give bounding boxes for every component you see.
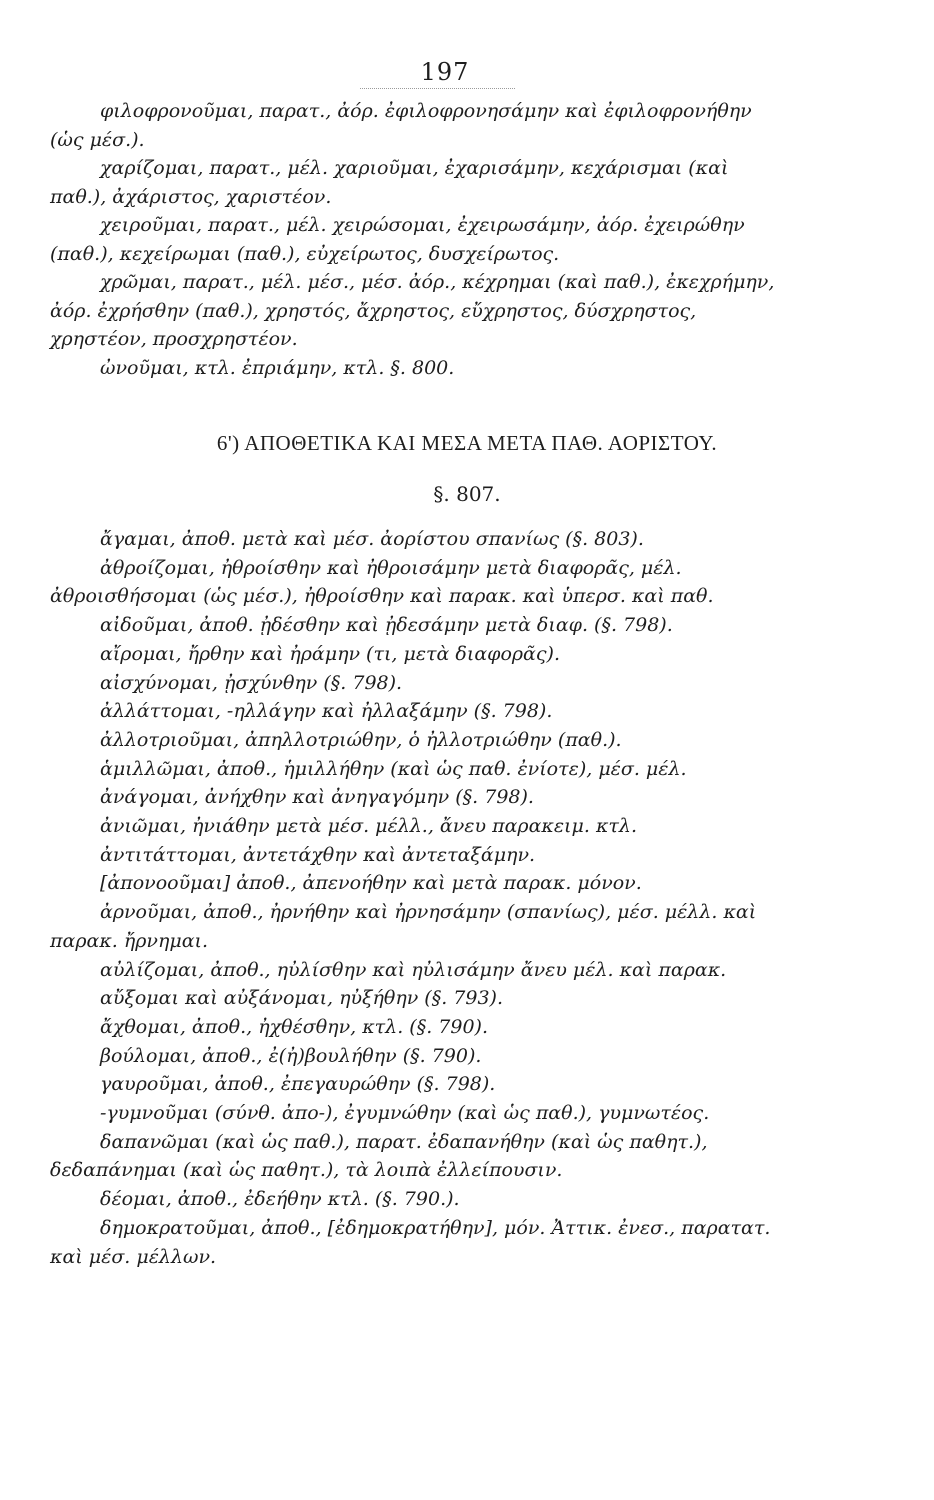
entry: χρῶμαι, παρατ., μέλ. μέσ., μέσ. ἀόρ., κέχρημαι (καὶ παθ.), ἐκεχρήμην, ἀόρ. ἐχρήσθην (παθ.), χρηστός, ἄχρηστος, εὔχρηστος, δύσχρηστος, χρηστέον, προσχρηστέον. bbox=[50, 271, 775, 350]
entry: δέομαι, ἀποθ., ἐδεήθην κτλ. (§. 790.). bbox=[100, 1188, 460, 1211]
entry: ὠνοῦμαι, κτλ. ἐπριάμην, κτλ. §. 800. bbox=[100, 356, 455, 379]
entry: ἄγαμαι, ἀποθ. μετὰ καὶ μέσ. ἀορίστου σπανίως (§. 803). bbox=[100, 528, 644, 550]
entries-block-two bbox=[50, 525, 790, 1271]
page-number: 197 bbox=[420, 58, 470, 86]
entry: ἀθροίζομαι, ἠθροίσθην καὶ ἠθροισάμην μετὰ διαφορᾶς, μέλ. ἀθροισθήσομαι (ὡς μέσ.), ἠθροίσθην καὶ παρακ. καὶ ὑπερσ. καὶ παθ. bbox=[50, 556, 714, 608]
entry: ἀλλοτριοῦμαι, ἀπηλλοτριώθην, ὁ ἠλλοτριώθην (παθ.). bbox=[100, 728, 622, 751]
entry: ἀρνοῦμαι, ἀποθ., ἠρνήθην καὶ ἠρνησάμην (σπανίως), μέσ. μέλλ. καὶ παρακ. ἤρνημαι. bbox=[50, 901, 757, 952]
entry: ἀνάγομαι, ἀνήχθην καὶ ἀνηγαγόμην (§. 798). bbox=[100, 786, 534, 809]
header-rule bbox=[360, 84, 515, 89]
entry: γαυροῦμαι, ἀποθ., ἐπεγαυρώθην (§. 798). bbox=[100, 1073, 496, 1096]
section-reference: §. 807. bbox=[433, 482, 501, 506]
entry: ἀνιῶμαι, ἠνιάθην μετὰ μέσ. μέλλ., ἄνευ παρακειμ. κτλ. bbox=[100, 815, 637, 838]
entry: φιλοφρονοῦμαι, παρατ., ἀόρ. ἐφιλοφρονησάμην καὶ ἐφιλοφρονήθην (ὡς μέσ.). bbox=[50, 100, 752, 151]
entry: βούλομαι, ἀποθ., ἐ(ἠ)βουλήθην (§. 790). bbox=[100, 1044, 482, 1067]
entry: αἰσχύνομαι, ᾐσχύνθην (§. 798). bbox=[100, 671, 403, 694]
entry: αἴρομαι, ἤρθην καὶ ἠράμην (τι, μετὰ διαφορᾶς). bbox=[100, 642, 560, 665]
entry: [ἀπονοοῦμαι] ἀποθ., ἀπενοήθην καὶ μετὰ παρακ. μόνον. bbox=[100, 872, 642, 895]
entry: ἁμιλλῶμαι, ἀποθ., ἡμιλλήθην (καὶ ὡς παθ. ἐνίοτε), μέσ. μέλ. bbox=[100, 757, 687, 780]
entry: ἀλλάττομαι, -ηλλάγην καὶ ἠλλαξάμην (§. 798). bbox=[100, 700, 553, 723]
entry: δαπανῶμαι (καὶ ὡς παθ.), παρατ. ἐδαπανήθην (καὶ ὡς παθητ.), δεδαπάνημαι (καὶ ὡς παθητ.), τὰ λοιπὰ ἐλλείπουσιν. bbox=[50, 1130, 708, 1182]
entry: αὔξομαι καὶ αὐξάνομαι, ηὐξήθην (§. 793). bbox=[100, 987, 504, 1010]
entries-block-one bbox=[50, 97, 790, 382]
entry: χαρίζομαι, παρατ., μέλ. χαριοῦμαι, ἐχαρισάμην, κεχάρισμαι (καὶ παθ.), ἀχάριστος, χαριστέον. bbox=[50, 157, 729, 208]
section-heading: 6') ΑΠΟΘΕΤΙΚΑ ΚΑΙ ΜΕΣΑ ΜΕΤΑ ΠΑΘ. ΑΟΡΙΣΤΟΥ. bbox=[216, 431, 718, 455]
entry: δημοκρατοῦμαι, ἀποθ., [ἐδημοκρατήθην], μόν. Ἀττικ. ἐνεσ., παρατατ. καὶ μέσ. μέλλων. bbox=[50, 1216, 771, 1268]
entry: ἀντιτάττομαι, ἀντετάχθην καὶ ἀντεταξάμην. bbox=[100, 843, 536, 866]
entry: -γυμνοῦμαι (σύνθ. ἀπο-), ἐγυμνώθην (καὶ ὡς παθ.), γυμνωτέος. bbox=[100, 1102, 710, 1125]
entry: χειροῦμαι, παρατ., μέλ. χειρώσομαι, ἐχειρωσάμην, ἀόρ. ἐχειρώθην (παθ.), κεχείρωμαι (παθ.), εὐχείρωτος, δυσχείρωτος. bbox=[50, 214, 745, 265]
entry: αἰδοῦμαι, ἀποθ. ᾐδέσθην καὶ ᾐδεσάμην μετὰ διαφ. (§. 798). bbox=[100, 614, 673, 637]
entry: αὐλίζομαι, ἀποθ., ηὐλίσθην καὶ ηὐλισάμην ἄνευ μέλ. καὶ παρακ. bbox=[100, 958, 727, 981]
entry: ἄχθομαι, ἀποθ., ἠχθέσθην, κτλ. (§. 790). bbox=[100, 1015, 488, 1038]
